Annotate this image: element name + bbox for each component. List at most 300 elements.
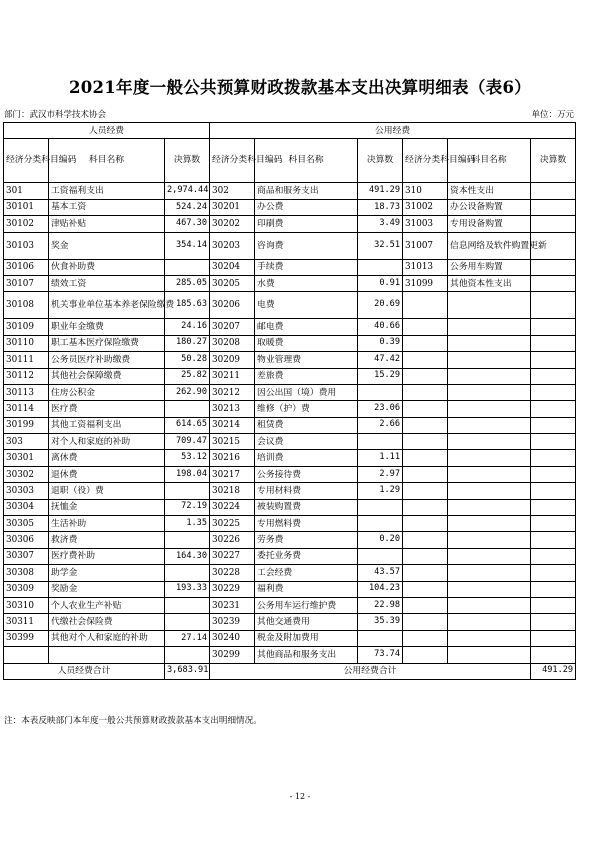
- cell-amount: 709.47: [165, 434, 210, 450]
- cell-amount: 2.97: [358, 466, 403, 482]
- cell-code: 30304: [4, 499, 49, 515]
- cell-amount: 614.65: [165, 417, 210, 433]
- cell-name: 专用设备购置: [448, 216, 531, 232]
- cell-name: 物业管理费: [255, 352, 358, 368]
- cell-name: [448, 548, 531, 564]
- table-row: [4, 275, 576, 291]
- cell-code: [403, 401, 448, 417]
- cell-name: 其他商品和服务支出: [255, 647, 358, 663]
- col-header-name: 科目名称: [448, 139, 531, 183]
- public-total-value: 491.29: [531, 663, 576, 679]
- cell-name: 基本工资: [49, 199, 165, 215]
- col-header-code: 经济分类科目编码: [403, 139, 448, 183]
- cell-code: 30299: [210, 647, 255, 663]
- cell-amount: [358, 384, 403, 400]
- cell-amount: [531, 183, 576, 199]
- cell-name: 机关事业单位基本养老保险缴费: [49, 292, 165, 319]
- cell-name: 工会经费: [255, 565, 358, 581]
- table-row: [4, 434, 576, 450]
- cell-code: 310: [403, 183, 448, 199]
- table-row: [4, 368, 576, 384]
- cell-name: 因公出国（境）费用: [255, 384, 358, 400]
- cell-name: [448, 450, 531, 466]
- cell-code: 30218: [210, 483, 255, 499]
- cell-amount: 180.27: [165, 335, 210, 351]
- cell-code: 30204: [210, 259, 255, 275]
- cell-code: [403, 368, 448, 384]
- table-row: [4, 335, 576, 351]
- table-note: 注：本表反映部门本年度一般公共预算财政拨款基本支出明细情况。: [4, 716, 262, 726]
- cell-code: [403, 581, 448, 597]
- cell-amount: [531, 216, 576, 232]
- cell-code: 30208: [210, 335, 255, 351]
- cell-amount: 198.04: [165, 466, 210, 482]
- table-row: [4, 647, 576, 663]
- cell-code: [403, 292, 448, 319]
- cell-code: [403, 597, 448, 613]
- col-header-amount: 决算数: [358, 139, 403, 183]
- cell-code: 30217: [210, 466, 255, 482]
- cell-code: 30102: [4, 216, 49, 232]
- table-row: [4, 614, 576, 630]
- cell-name: 工资福利支出: [49, 183, 165, 199]
- cell-amount: [358, 630, 403, 646]
- cell-amount: 25.82: [165, 368, 210, 384]
- cell-code: 31099: [403, 275, 448, 291]
- cell-code: 30209: [210, 352, 255, 368]
- cell-code: 30214: [210, 417, 255, 433]
- col-header-name: 科目名称: [49, 139, 165, 183]
- cell-name: [448, 335, 531, 351]
- cell-code: 30207: [210, 319, 255, 335]
- cell-amount: [531, 565, 576, 581]
- cell-name: 电费: [255, 292, 358, 319]
- cell-name: 办公费: [255, 199, 358, 215]
- cell-code: [403, 499, 448, 515]
- cell-code: 302: [210, 183, 255, 199]
- cell-code: [403, 647, 448, 663]
- cell-amount: [531, 548, 576, 564]
- cell-name: 劳务费: [255, 532, 358, 548]
- cell-code: 30103: [4, 232, 49, 259]
- cell-amount: [531, 401, 576, 417]
- cell-name: [448, 368, 531, 384]
- cell-code: 30213: [210, 401, 255, 417]
- col-header-amount: 决算数: [531, 139, 576, 183]
- cell-code: [403, 466, 448, 482]
- table-row: [4, 450, 576, 466]
- cell-name: 个人农业生产补贴: [49, 597, 165, 613]
- cell-code: 30224: [210, 499, 255, 515]
- cell-amount: [165, 565, 210, 581]
- cell-name: 委托业务费: [255, 548, 358, 564]
- cell-amount: 262.90: [165, 384, 210, 400]
- table-row: [4, 417, 576, 433]
- cell-amount: [165, 647, 210, 663]
- cell-amount: 524.24: [165, 199, 210, 215]
- table-row: [4, 499, 576, 515]
- cell-code: 30108: [4, 292, 49, 319]
- cell-code: [4, 647, 49, 663]
- cell-amount: 491.29: [358, 183, 403, 199]
- cell-code: 30112: [4, 368, 49, 384]
- cell-name: 退休费: [49, 466, 165, 482]
- cell-name: 医疗费: [49, 401, 165, 417]
- cell-name: 维修（护）费: [255, 401, 358, 417]
- table-row: [4, 319, 576, 335]
- cell-amount: 1.29: [358, 483, 403, 499]
- cell-code: 30111: [4, 352, 49, 368]
- cell-code: [403, 417, 448, 433]
- cell-code: 30205: [210, 275, 255, 291]
- personnel-total-label: 人员经费合计: [4, 663, 165, 679]
- cell-code: [403, 532, 448, 548]
- cell-name: 取暖费: [255, 335, 358, 351]
- cell-name: 职工基本医疗保险缴费: [49, 335, 165, 351]
- cell-code: 31007: [403, 232, 448, 259]
- cell-amount: 354.14: [165, 232, 210, 259]
- cell-code: 30225: [210, 516, 255, 532]
- cell-code: [403, 614, 448, 630]
- cell-amount: 47.42: [358, 352, 403, 368]
- cell-name: [448, 483, 531, 499]
- cell-name: [448, 597, 531, 613]
- cell-amount: [531, 417, 576, 433]
- cell-code: [403, 384, 448, 400]
- cell-name: 培训费: [255, 450, 358, 466]
- cell-code: [403, 352, 448, 368]
- cell-code: 30311: [4, 614, 49, 630]
- cell-code: 30203: [210, 232, 255, 259]
- cell-name: [448, 319, 531, 335]
- cell-amount: 40.66: [358, 319, 403, 335]
- cell-name: 税金及附加费用: [255, 630, 358, 646]
- table-row: [4, 292, 576, 319]
- personnel-total-value: 3,683.91: [165, 663, 210, 679]
- cell-code: [403, 516, 448, 532]
- cell-name: [448, 614, 531, 630]
- cell-name: [49, 647, 165, 663]
- cell-name: 津贴补贴: [49, 216, 165, 232]
- cell-name: 水费: [255, 275, 358, 291]
- cell-code: 31003: [403, 216, 448, 232]
- cell-code: 30309: [4, 581, 49, 597]
- cell-code: 30229: [210, 581, 255, 597]
- cell-amount: 1.11: [358, 450, 403, 466]
- cell-amount: [531, 384, 576, 400]
- cell-name: [448, 434, 531, 450]
- cell-amount: [165, 401, 210, 417]
- table-row: [4, 259, 576, 275]
- cell-amount: [165, 532, 210, 548]
- cell-amount: [531, 259, 576, 275]
- cell-code: 303: [4, 434, 49, 450]
- table-row: [4, 581, 576, 597]
- cell-name: 专用燃料费: [255, 516, 358, 532]
- cell-code: 30227: [210, 548, 255, 564]
- cell-name: 医疗费补助: [49, 548, 165, 564]
- cell-code: 30301: [4, 450, 49, 466]
- cell-code: 31002: [403, 199, 448, 215]
- cell-amount: [531, 581, 576, 597]
- cell-amount: 50.28: [165, 352, 210, 368]
- cell-code: 30239: [210, 614, 255, 630]
- table-row: [4, 597, 576, 613]
- cell-amount: [531, 614, 576, 630]
- cell-name: 代缴社会保险费: [49, 614, 165, 630]
- cell-name: 对个人和家庭的补助: [49, 434, 165, 450]
- cell-code: [403, 483, 448, 499]
- cell-name: 信息网络及软件购置更新: [448, 232, 531, 259]
- cell-amount: [531, 450, 576, 466]
- table-row: [4, 466, 576, 482]
- cell-name: [448, 384, 531, 400]
- cell-code: 30307: [4, 548, 49, 564]
- cell-name: 其他工资福利支出: [49, 417, 165, 433]
- cell-amount: [531, 516, 576, 532]
- cell-amount: 104.23: [358, 581, 403, 597]
- cell-amount: 53.12: [165, 450, 210, 466]
- cell-name: 其他资本性支出: [448, 275, 531, 291]
- cell-name: 专用材料费: [255, 483, 358, 499]
- cell-code: [403, 319, 448, 335]
- cell-name: [448, 352, 531, 368]
- cell-code: 30199: [4, 417, 49, 433]
- cell-code: 30308: [4, 565, 49, 581]
- cell-code: 30399: [4, 630, 49, 646]
- cell-amount: 0.20: [358, 532, 403, 548]
- cell-code: 30303: [4, 483, 49, 499]
- cell-amount: [531, 434, 576, 450]
- cell-name: 奖金: [49, 232, 165, 259]
- cell-amount: [531, 499, 576, 515]
- cell-code: [403, 630, 448, 646]
- cell-code: [403, 450, 448, 466]
- cell-name: 绩效工资: [49, 275, 165, 291]
- cell-code: 30211: [210, 368, 255, 384]
- cell-name: 抚恤金: [49, 499, 165, 515]
- cell-code: [403, 335, 448, 351]
- cell-name: 救济费: [49, 532, 165, 548]
- cell-amount: [165, 614, 210, 630]
- cell-amount: 185.63: [165, 292, 210, 319]
- cell-name: 伙食补助费: [49, 259, 165, 275]
- cell-code: 30101: [4, 199, 49, 215]
- cell-name: 离休费: [49, 450, 165, 466]
- cell-amount: [358, 516, 403, 532]
- cell-amount: 3.49: [358, 216, 403, 232]
- public-total-label: 公用经费合计: [210, 663, 531, 679]
- cell-code: 30240: [210, 630, 255, 646]
- table-row: [4, 384, 576, 400]
- cell-name: [448, 466, 531, 482]
- cell-name: 手续费: [255, 259, 358, 275]
- cell-amount: [531, 199, 576, 215]
- cell-name: 奖励金: [49, 581, 165, 597]
- cell-amount: [531, 630, 576, 646]
- cell-amount: [358, 499, 403, 515]
- cell-code: 30206: [210, 292, 255, 319]
- page-number: - 12 -: [289, 792, 311, 801]
- cell-amount: 2.66: [358, 417, 403, 433]
- cell-code: 30109: [4, 319, 49, 335]
- cell-amount: 35.39: [358, 614, 403, 630]
- cell-code: 30110: [4, 335, 49, 351]
- table-row: [4, 183, 576, 199]
- col-header-name: 科目名称: [255, 139, 358, 183]
- cell-code: 30106: [4, 259, 49, 275]
- cell-name: 印刷费: [255, 216, 358, 232]
- cell-amount: 72.19: [165, 499, 210, 515]
- cell-amount: 15.29: [358, 368, 403, 384]
- cell-name: 资本性支出: [448, 183, 531, 199]
- col-header-code: 经济分类科目编码: [210, 139, 255, 183]
- cell-code: 301: [4, 183, 49, 199]
- cell-code: 30216: [210, 450, 255, 466]
- cell-name: 其他社会保障缴费: [49, 368, 165, 384]
- personnel-header: 人员经费: [4, 123, 210, 139]
- cell-amount: 73.74: [358, 647, 403, 663]
- cell-code: 30114: [4, 401, 49, 417]
- table-row: [4, 401, 576, 417]
- group-header-row: [4, 123, 576, 139]
- table-row: [4, 532, 576, 548]
- cell-amount: 0.39: [358, 335, 403, 351]
- cell-code: [403, 548, 448, 564]
- public-header: 公用经费: [210, 123, 576, 139]
- cell-name: 公务用车运行维护费: [255, 597, 358, 613]
- cell-name: 邮电费: [255, 319, 358, 335]
- cell-amount: 193.33: [165, 581, 210, 597]
- cell-name: [448, 401, 531, 417]
- cell-name: 其他交通费用: [255, 614, 358, 630]
- cell-amount: [358, 259, 403, 275]
- cell-code: 30202: [210, 216, 255, 232]
- cell-code: 30228: [210, 565, 255, 581]
- cell-amount: [531, 352, 576, 368]
- table-row: [4, 516, 576, 532]
- cell-name: [448, 630, 531, 646]
- cell-name: 公务接待费: [255, 466, 358, 482]
- table-row: [4, 216, 576, 232]
- cell-code: 30113: [4, 384, 49, 400]
- cell-amount: 18.73: [358, 199, 403, 215]
- cell-amount: 467.30: [165, 216, 210, 232]
- report-title: 2021年度一般公共预算财政拨款基本支出决算明细表（表6）: [68, 78, 532, 97]
- cell-amount: [531, 319, 576, 335]
- col-header-amount: 决算数: [165, 139, 210, 183]
- cell-name: 职业年金缴费: [49, 319, 165, 335]
- cell-amount: [165, 597, 210, 613]
- cell-name: 住房公积金: [49, 384, 165, 400]
- table-row: [4, 630, 576, 646]
- totals-row: [4, 663, 576, 679]
- cell-amount: 24.16: [165, 319, 210, 335]
- cell-amount: [531, 335, 576, 351]
- cell-amount: [531, 368, 576, 384]
- cell-amount: 23.06: [358, 401, 403, 417]
- cell-amount: 0.91: [358, 275, 403, 291]
- cell-amount: [531, 483, 576, 499]
- cell-name: [448, 516, 531, 532]
- expenditure-detail-table: [3, 122, 576, 680]
- table-row: [4, 483, 576, 499]
- cell-name: [448, 499, 531, 515]
- cell-name: [448, 292, 531, 319]
- column-header-row: [4, 139, 576, 183]
- cell-amount: [531, 275, 576, 291]
- cell-amount: [531, 597, 576, 613]
- table-row: [4, 232, 576, 259]
- cell-amount: [165, 259, 210, 275]
- cell-amount: 32.51: [358, 232, 403, 259]
- cell-name: [448, 532, 531, 548]
- cell-name: 被装购置费: [255, 499, 358, 515]
- col-header-code: 经济分类科目编码: [4, 139, 49, 183]
- cell-amount: [531, 647, 576, 663]
- cell-name: 租赁费: [255, 417, 358, 433]
- cell-code: 31013: [403, 259, 448, 275]
- cell-amount: 285.05: [165, 275, 210, 291]
- cell-amount: 22.98: [358, 597, 403, 613]
- table-row: [4, 548, 576, 564]
- cell-code: [403, 565, 448, 581]
- cell-name: 公务用车购置: [448, 259, 531, 275]
- table-row: [4, 565, 576, 581]
- cell-name: [448, 581, 531, 597]
- cell-amount: 43.57: [358, 565, 403, 581]
- cell-amount: [531, 292, 576, 319]
- cell-amount: 1.35: [165, 516, 210, 532]
- cell-code: 30201: [210, 199, 255, 215]
- cell-name: 会议费: [255, 434, 358, 450]
- cell-amount: [358, 434, 403, 450]
- cell-code: 30215: [210, 434, 255, 450]
- cell-name: 商品和服务支出: [255, 183, 358, 199]
- cell-name: [448, 417, 531, 433]
- cell-amount: [165, 483, 210, 499]
- cell-name: 其他对个人和家庭的补助: [49, 630, 165, 646]
- cell-amount: [531, 532, 576, 548]
- cell-name: 生活补助: [49, 516, 165, 532]
- table-row: [4, 352, 576, 368]
- cell-code: 30231: [210, 597, 255, 613]
- cell-code: 30306: [4, 532, 49, 548]
- cell-code: 30305: [4, 516, 49, 532]
- cell-amount: 2,974.44: [165, 183, 210, 199]
- cell-name: 办公设备购置: [448, 199, 531, 215]
- unit-label: 单位：万元: [531, 110, 574, 120]
- cell-amount: 164.30: [165, 548, 210, 564]
- cell-name: [448, 647, 531, 663]
- cell-name: 公务员医疗补助缴费: [49, 352, 165, 368]
- cell-amount: [531, 466, 576, 482]
- cell-code: 30310: [4, 597, 49, 613]
- table-row: [4, 199, 576, 215]
- department-label: 部门：武汉市科学技术协会: [4, 110, 107, 120]
- cell-amount: 20.69: [358, 292, 403, 319]
- cell-code: 30226: [210, 532, 255, 548]
- cell-name: 福利费: [255, 581, 358, 597]
- cell-code: 30302: [4, 466, 49, 482]
- cell-amount: 27.14: [165, 630, 210, 646]
- cell-name: 咨询费: [255, 232, 358, 259]
- cell-name: 助学金: [49, 565, 165, 581]
- cell-name: [448, 565, 531, 581]
- cell-name: 退职（役）费: [49, 483, 165, 499]
- cell-code: 30212: [210, 384, 255, 400]
- cell-code: 30107: [4, 275, 49, 291]
